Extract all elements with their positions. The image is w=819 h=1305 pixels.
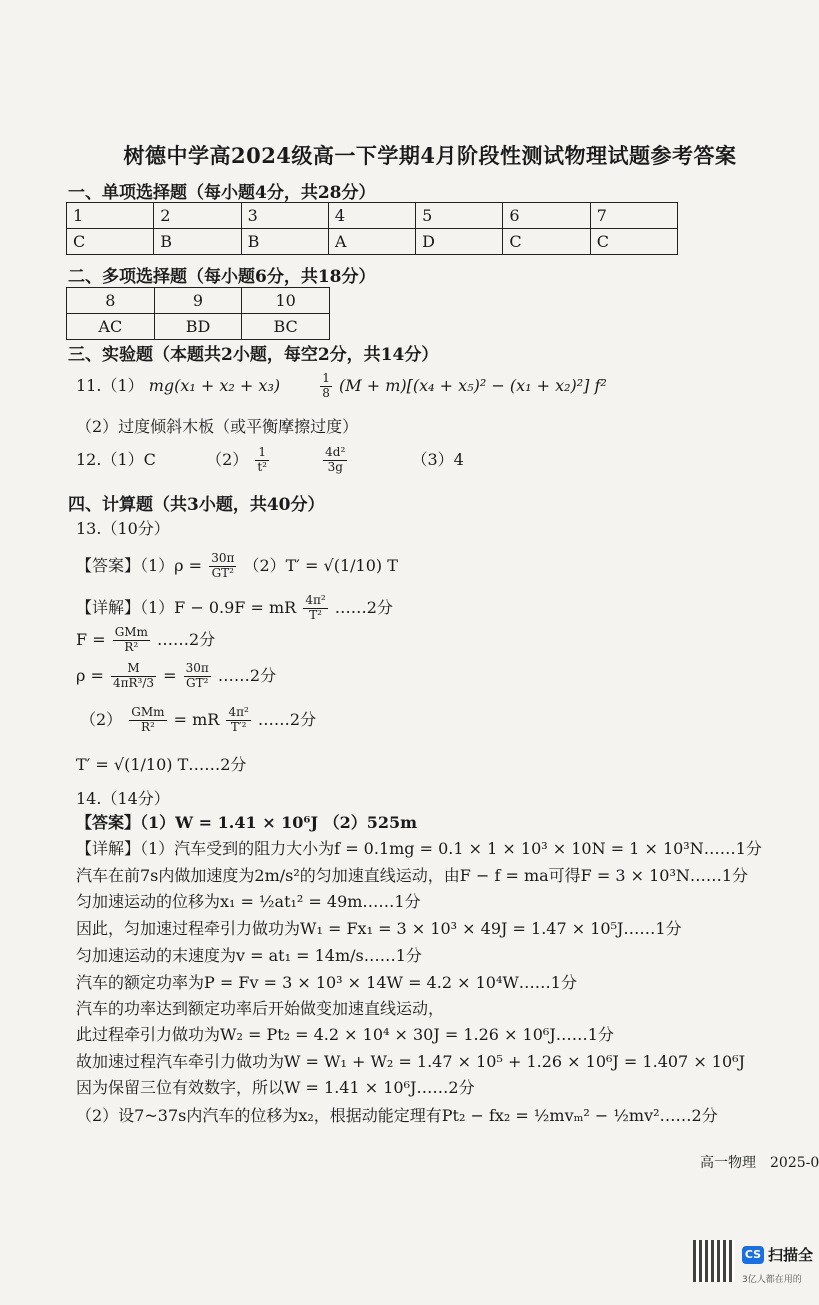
section2-heading: 二、多项选择题（每小题6分，共18分） (68, 267, 376, 287)
q14-line: 【详解】（1）汽车受到的阻力大小为f = 0.1mg = 0.1 × 1 × 10³ × 10N = 1 × 10³N……1分 (76, 839, 762, 858)
q14-line: 匀加速运动的末速度为v = at₁ = 14m/s……1分 (76, 946, 422, 965)
table-row (67, 288, 330, 314)
section4-heading: 四、计算题（共3小题，共40分） (68, 495, 325, 515)
q12-answers (76, 446, 464, 475)
q14-answer: 【答案】（1）W = 1.41 × 10⁶J （2）525m (76, 813, 418, 832)
table-row (67, 229, 678, 255)
q14-line: 因此，匀加速过程牵引力做功为W₁ = Fx₁ = 3 × 10³ × 49J = 1.47 × 10⁵J……1分 (76, 919, 682, 938)
answer-cell: C (590, 229, 677, 255)
question-number: 6 (503, 203, 590, 229)
q13-answer: 【答案】（1）ρ = $\frac{30\pi}{\text{GT²}}$ （2）T′ = √(1/10) T (76, 551, 398, 580)
answer-cell: D (416, 229, 503, 255)
q14-line: 汽车的功率达到额定功率后开始做变加速直线运动， (76, 999, 445, 1018)
q11-fraction: $\frac{1}{8}$ (322, 371, 330, 400)
q13-label: 13.（10分） (76, 519, 170, 538)
table-row (67, 203, 678, 229)
question-number: 10 (242, 288, 330, 314)
answer-cell: C (67, 229, 154, 255)
q14-line: 因为保留三位有效数字，所以W = 1.41 × 10⁶J……2分 (76, 1078, 475, 1097)
q12-fraction-2: $\frac{\text{4d²}}{3g}$ (325, 445, 346, 474)
q14-line: 匀加速运动的位移为x₁ = ½at₁² = 49m……1分 (76, 892, 421, 911)
section3-heading: 三、实验题（本题共2小题，每空2分，共14分） (68, 345, 439, 365)
multi-choice-table (66, 287, 330, 340)
gravity-fraction: $\frac{\text{GMm}}{\text{R²}}$ (131, 705, 165, 734)
q13-period-line: T′ = √(1/10) T……2分 (76, 755, 247, 774)
scanner-app-name: 扫描全 (768, 1246, 814, 1264)
question-number: 1 (67, 203, 154, 229)
q14-line: （2）设7~37s内汽车的位移为x₂，根据动能定理有Pt₂ − fx₂ = ½mvₘ² − ½mv²……2分 (76, 1106, 718, 1125)
q14-line: 此过程牵引力做功为W₂ = Pt₂ = 4.2 × 10⁴ × 30J = 1.26 × 10⁶J……1分 (76, 1025, 614, 1044)
table-row (67, 314, 330, 340)
question-number: 3 (241, 203, 328, 229)
answer-cell: BC (242, 314, 330, 340)
density-fraction: $\frac{M}{\text{4πR³/3}}$ (113, 661, 155, 690)
section1-heading: 一、单项选择题（每小题4分，共28分） (68, 183, 376, 203)
centripetal-fraction: $\frac{\text{4π²}}{\text{T′²}}$ (228, 705, 249, 734)
question-number: 2 (154, 203, 241, 229)
answer-cell: A (328, 229, 415, 255)
question-number: 9 (154, 288, 242, 314)
rho-fraction: $\frac{30\pi}{\text{GT²}}$ (211, 551, 235, 580)
q13-detail-1: 【详解】（1）F − 0.9F = mR $\frac{\text{4π²}}{\text{T²}}$ ……2分 (76, 593, 393, 622)
question-number: 7 (590, 203, 677, 229)
q12-part3: （3）4 (411, 449, 464, 469)
answer-cell: B (154, 229, 241, 255)
q11-label: 11.（1） (76, 375, 144, 395)
answer-cell: B (241, 229, 328, 255)
answer-cell: AC (67, 314, 155, 340)
density-result-fraction: $\frac{30\pi}{\text{GT²}}$ (185, 661, 209, 690)
q12-part1: 12.（1）C (76, 449, 156, 469)
scanner-tagline: 3亿人都在用的 (742, 1275, 802, 1285)
single-choice-table (66, 202, 678, 255)
q11-part2: （2）过度倾斜木板（或平衡摩擦过度） (76, 417, 359, 436)
q14-line: 汽车在前7s内做加速度为2m/s²的匀加速直线运动，由F − f = ma可得F = 3 × 10³N……1分 (76, 866, 749, 885)
q11-expr1: mg(x₁ + x₂ + x₃) (148, 375, 281, 395)
q12-fraction-1: $\frac{1}{\text{t²}}$ (257, 445, 267, 474)
qr-code-icon (693, 1240, 735, 1282)
q12-part2-label: （2） (206, 449, 249, 469)
camscanner-logo-icon: CS (742, 1246, 764, 1264)
question-number: 4 (328, 203, 415, 229)
q13-density-line: ρ = $\frac{M}{\text{4πR³/3}}$ = $\frac{30\pi}{\text{GT²}}$ ……2分 (76, 661, 277, 690)
page-footer: 高一物理 2025-0 (700, 1155, 819, 1171)
q13-force-line: F = $\frac{\text{GMm}}{\text{R²}}$ ……2分 (76, 625, 216, 654)
page-title: 树德中学高2024级高一下学期4月阶段性测试物理试题参考答案 (123, 143, 737, 168)
answer-cell: BD (154, 314, 242, 340)
q14-line: 汽车的额定功率为P = Fv = 3 × 10³ × 14W = 4.2 × 10⁴W……1分 (76, 973, 577, 992)
question-number: 8 (67, 288, 155, 314)
q11-expr2: (M + m)[(x₄ + x₅)² − (x₁ + x₂)²] f² (339, 375, 607, 395)
answer-cell: C (503, 229, 590, 255)
q13-part2-line: （2） $\frac{\text{GMm}}{\text{R²}}$ = mR $\frac{\text{4π²}}{\text{T′²}}$ ……2分 (80, 705, 317, 734)
question-number: 5 (416, 203, 503, 229)
q11-part1 (76, 372, 607, 401)
force-fraction: $\frac{\text{GMm}}{\text{R²}}$ (114, 625, 148, 654)
q14-label: 14.（14分） (76, 789, 170, 808)
q14-line: 故加速过程汽车牵引力做功为W = W₁ + W₂ = 1.47 × 10⁵ + 1.26 × 10⁶J = 1.407 × 10⁶J (76, 1052, 745, 1071)
detail-fraction: $\frac{\text{4π²}}{\text{T²}}$ (305, 593, 326, 622)
